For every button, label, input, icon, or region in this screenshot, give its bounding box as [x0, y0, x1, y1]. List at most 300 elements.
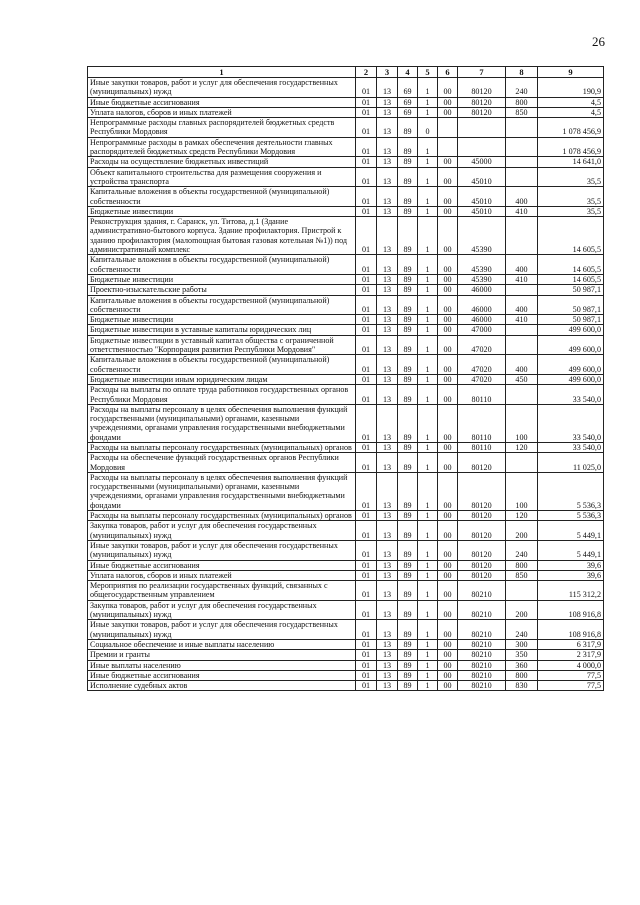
cell-subprogram: 1: [418, 472, 438, 510]
cell-amount: 35,5: [538, 187, 604, 207]
cell-section: 01: [356, 206, 377, 216]
cell-amount: 4,5: [538, 97, 604, 107]
cell-expense-type: 800: [506, 97, 538, 107]
cell-code: 47000: [458, 325, 506, 335]
cell-code: 80120: [458, 107, 506, 117]
cell-section: 01: [356, 187, 377, 207]
cell-section: 01: [356, 255, 377, 275]
row-name: Капитальные вложения в объекты государственной (муниципальной) собственности: [88, 355, 356, 375]
cell-code: 80120: [458, 453, 506, 473]
cell-direction: 00: [438, 660, 458, 670]
cell-subsection: 13: [377, 206, 398, 216]
cell-amount: 108 916,8: [538, 600, 604, 620]
row-name: Непрограммные расходы в рамках обеспечения деятельности главных распорядителей бюджетных средств Республики Мордовия: [88, 137, 356, 157]
table-row: [88, 118, 604, 138]
cell-subprogram: 1: [418, 374, 438, 384]
cell-section: 01: [356, 385, 377, 405]
cell-program: 69: [398, 78, 418, 98]
cell-subsection: 13: [377, 404, 398, 442]
column-header: 9: [538, 67, 604, 78]
cell-code: 46000: [458, 285, 506, 295]
cell-amount: 50 987,1: [538, 315, 604, 325]
table-row: [88, 157, 604, 167]
cell-direction: [438, 118, 458, 138]
cell-amount: 14 641,0: [538, 157, 604, 167]
cell-expense-type: 400: [506, 295, 538, 315]
cell-code: 46000: [458, 315, 506, 325]
cell-subprogram: 1: [418, 137, 438, 157]
cell-subprogram: 1: [418, 620, 438, 640]
cell-amount: 1 078 456,9: [538, 118, 604, 138]
cell-subsection: 13: [377, 570, 398, 580]
cell-direction: 00: [438, 285, 458, 295]
cell-code: 80210: [458, 670, 506, 680]
cell-amount: 499 600,0: [538, 355, 604, 375]
cell-subprogram: 1: [418, 97, 438, 107]
cell-direction: 00: [438, 206, 458, 216]
cell-subsection: 13: [377, 295, 398, 315]
cell-program: 89: [398, 442, 418, 452]
table-header-row: [88, 67, 604, 78]
cell-direction: 00: [438, 374, 458, 384]
cell-program: 89: [398, 137, 418, 157]
cell-section: 01: [356, 670, 377, 680]
cell-program: 89: [398, 660, 418, 670]
cell-program: 69: [398, 107, 418, 117]
cell-expense-type: 850: [506, 570, 538, 580]
cell-expense-type: [506, 285, 538, 295]
cell-subsection: 13: [377, 670, 398, 680]
cell-program: 89: [398, 255, 418, 275]
cell-expense-type: 400: [506, 187, 538, 207]
cell-direction: 00: [438, 560, 458, 570]
cell-subsection: 13: [377, 442, 398, 452]
row-name: Иные закупки товаров, работ и услуг для обеспечения государственных (муниципальных) нужд: [88, 620, 356, 640]
column-header: 5: [418, 67, 438, 78]
row-name: Социальное обеспечение и иные выплаты населению: [88, 639, 356, 649]
cell-program: 89: [398, 118, 418, 138]
cell-direction: 00: [438, 650, 458, 660]
cell-subsection: 13: [377, 472, 398, 510]
row-name: Непрограммные расходы главных распорядителей бюджетных средств Республики Мордовия: [88, 118, 356, 138]
cell-expense-type: 850: [506, 107, 538, 117]
cell-amount: 1 078 456,9: [538, 137, 604, 157]
cell-amount: 115 312,2: [538, 581, 604, 601]
table-row: [88, 660, 604, 670]
cell-section: 01: [356, 540, 377, 560]
cell-program: 89: [398, 681, 418, 691]
cell-expense-type: 400: [506, 355, 538, 375]
cell-code: 80210: [458, 681, 506, 691]
cell-expense-type: 300: [506, 639, 538, 649]
cell-section: 01: [356, 620, 377, 640]
table-row: [88, 639, 604, 649]
table-row: [88, 670, 604, 680]
cell-program: 89: [398, 335, 418, 355]
table-row: [88, 385, 604, 405]
cell-direction: 00: [438, 167, 458, 187]
cell-amount: 6 317,9: [538, 639, 604, 649]
column-header: 8: [506, 67, 538, 78]
cell-expense-type: 240: [506, 78, 538, 98]
cell-section: 01: [356, 97, 377, 107]
cell-amount: 14 605,5: [538, 255, 604, 275]
table-row: [88, 650, 604, 660]
cell-expense-type: 200: [506, 600, 538, 620]
cell-subsection: 13: [377, 78, 398, 98]
cell-subprogram: 1: [418, 570, 438, 580]
cell-program: 89: [398, 639, 418, 649]
row-name: Расходы на выплаты по оплате труда работников государственных органов Республики Мордовия: [88, 385, 356, 405]
cell-subsection: 13: [377, 274, 398, 284]
row-name: Закупка товаров, работ и услуг для обеспечения государственных (муниципальных) нужд: [88, 600, 356, 620]
cell-section: 01: [356, 137, 377, 157]
cell-expense-type: [506, 581, 538, 601]
cell-amount: 108 916,8: [538, 620, 604, 640]
column-header: 1: [88, 67, 356, 78]
row-name: Капитальные вложения в объекты государственной (муниципальной) собственности: [88, 187, 356, 207]
budget-table-container: [87, 66, 603, 691]
cell-section: 01: [356, 315, 377, 325]
cell-subprogram: 0: [418, 118, 438, 138]
cell-section: 01: [356, 285, 377, 295]
table-row: [88, 137, 604, 157]
cell-expense-type: 400: [506, 255, 538, 275]
cell-program: 89: [398, 385, 418, 405]
cell-expense-type: [506, 167, 538, 187]
cell-program: 89: [398, 650, 418, 660]
cell-program: 89: [398, 620, 418, 640]
row-name: Бюджетные инвестиции в уставный капитал общества с ограниченной ответственностью "Корпорация развития Республики Мордовия": [88, 335, 356, 355]
cell-amount: 39,6: [538, 560, 604, 570]
cell-direction: 00: [438, 404, 458, 442]
cell-code: 80110: [458, 385, 506, 405]
cell-direction: 00: [438, 581, 458, 601]
cell-section: 01: [356, 217, 377, 255]
cell-direction: 00: [438, 187, 458, 207]
cell-program: 89: [398, 511, 418, 521]
cell-code: 80210: [458, 660, 506, 670]
table-row: [88, 404, 604, 442]
cell-direction: 00: [438, 511, 458, 521]
row-name: Иные закупки товаров, работ и услуг для обеспечения государственных (муниципальных) нужд: [88, 540, 356, 560]
cell-subprogram: 1: [418, 325, 438, 335]
cell-subprogram: 1: [418, 285, 438, 295]
cell-direction: 00: [438, 600, 458, 620]
cell-expense-type: 200: [506, 521, 538, 541]
cell-amount: 50 987,1: [538, 285, 604, 295]
cell-section: 01: [356, 118, 377, 138]
cell-direction: [438, 137, 458, 157]
table-row: [88, 453, 604, 473]
cell-expense-type: 800: [506, 670, 538, 680]
cell-direction: 00: [438, 107, 458, 117]
cell-expense-type: 120: [506, 511, 538, 521]
row-name: Расходы на выплаты персоналу государственных (муниципальных) органов: [88, 442, 356, 452]
cell-amount: 5 536,3: [538, 511, 604, 521]
cell-subprogram: 1: [418, 187, 438, 207]
cell-subprogram: 1: [418, 255, 438, 275]
row-name: Иные бюджетные ассигнования: [88, 97, 356, 107]
row-name: Закупка товаров, работ и услуг для обеспечения государственных (муниципальных) нужд: [88, 521, 356, 541]
cell-expense-type: 830: [506, 681, 538, 691]
cell-amount: 39,6: [538, 570, 604, 580]
cell-code: 80120: [458, 97, 506, 107]
row-name: Иные бюджетные ассигнования: [88, 670, 356, 680]
row-name: Бюджетные инвестиции: [88, 206, 356, 216]
cell-subsection: 13: [377, 107, 398, 117]
cell-section: 01: [356, 107, 377, 117]
cell-program: 89: [398, 325, 418, 335]
cell-program: 89: [398, 315, 418, 325]
row-name: Расходы на выплаты персоналу в целях обеспечения выполнения функций государственными (муниципальными) органами, казенными учреждениями, органами управления государственными внебюджетными фондами: [88, 404, 356, 442]
cell-amount: 33 540,0: [538, 404, 604, 442]
cell-subsection: 13: [377, 581, 398, 601]
cell-subprogram: 1: [418, 540, 438, 560]
row-name: Бюджетные инвестиции иным юридическим лицам: [88, 374, 356, 384]
cell-subsection: 13: [377, 255, 398, 275]
table-row: [88, 255, 604, 275]
cell-amount: 14 605,5: [538, 217, 604, 255]
cell-code: [458, 118, 506, 138]
cell-subprogram: 1: [418, 355, 438, 375]
cell-subsection: 13: [377, 453, 398, 473]
cell-amount: 499 600,0: [538, 335, 604, 355]
page-number: 26: [592, 34, 605, 49]
cell-direction: 00: [438, 442, 458, 452]
cell-code: 45390: [458, 255, 506, 275]
cell-subprogram: 1: [418, 157, 438, 167]
cell-amount: 2 317,9: [538, 650, 604, 660]
row-name: Премии и гранты: [88, 650, 356, 660]
cell-amount: 77,5: [538, 670, 604, 680]
column-header: 2: [356, 67, 377, 78]
cell-subprogram: 1: [418, 206, 438, 216]
table-row: [88, 472, 604, 510]
cell-expense-type: 410: [506, 315, 538, 325]
cell-expense-type: [506, 118, 538, 138]
cell-section: 01: [356, 335, 377, 355]
cell-section: 01: [356, 581, 377, 601]
cell-code: 47020: [458, 335, 506, 355]
cell-program: 89: [398, 374, 418, 384]
cell-subsection: 13: [377, 137, 398, 157]
cell-section: 01: [356, 78, 377, 98]
row-name: Капитальные вложения в объекты государственной (муниципальной) собственности: [88, 295, 356, 315]
cell-code: 80210: [458, 600, 506, 620]
cell-expense-type: 410: [506, 206, 538, 216]
cell-code: 80210: [458, 581, 506, 601]
row-name: Иные закупки товаров, работ и услуг для обеспечения государственных (муниципальных) нужд: [88, 78, 356, 98]
row-name: Расходы на осуществление бюджетных инвестиций: [88, 157, 356, 167]
cell-subsection: 13: [377, 521, 398, 541]
row-name: Расходы на выплаты персоналу государственных (муниципальных) органов: [88, 511, 356, 521]
cell-subsection: 13: [377, 374, 398, 384]
table-row: [88, 325, 604, 335]
row-name: Уплата налогов, сборов и иных платежей: [88, 570, 356, 580]
table-row: [88, 540, 604, 560]
cell-expense-type: [506, 137, 538, 157]
cell-amount: 4,5: [538, 107, 604, 117]
row-name: Иные бюджетные ассигнования: [88, 560, 356, 570]
table-row: [88, 107, 604, 117]
cell-expense-type: 350: [506, 650, 538, 660]
cell-expense-type: 450: [506, 374, 538, 384]
table-row: [88, 295, 604, 315]
row-name: Проектно-изыскательские работы: [88, 285, 356, 295]
cell-direction: 00: [438, 355, 458, 375]
cell-subprogram: 1: [418, 295, 438, 315]
cell-subsection: 13: [377, 325, 398, 335]
cell-section: 01: [356, 511, 377, 521]
cell-subsection: 13: [377, 335, 398, 355]
cell-subprogram: 1: [418, 107, 438, 117]
row-name: Объект капитального строительства для размещения сооружения и устройства транспорта: [88, 167, 356, 187]
cell-direction: 00: [438, 217, 458, 255]
cell-code: 47020: [458, 374, 506, 384]
cell-subprogram: 1: [418, 521, 438, 541]
cell-section: 01: [356, 472, 377, 510]
cell-program: 89: [398, 187, 418, 207]
table-row: [88, 167, 604, 187]
row-name: Мероприятия по реализации государственных функций, связанных с общегосударственным управлением: [88, 581, 356, 601]
cell-program: 89: [398, 355, 418, 375]
cell-amount: 5 449,1: [538, 521, 604, 541]
table-row: [88, 681, 604, 691]
cell-subprogram: 1: [418, 650, 438, 660]
table-row: [88, 274, 604, 284]
cell-direction: 00: [438, 335, 458, 355]
cell-code: 45010: [458, 167, 506, 187]
table-row: [88, 187, 604, 207]
cell-subsection: 13: [377, 660, 398, 670]
cell-direction: 00: [438, 639, 458, 649]
cell-code: 45000: [458, 157, 506, 167]
cell-program: 89: [398, 453, 418, 473]
cell-subprogram: 1: [418, 78, 438, 98]
cell-direction: 00: [438, 274, 458, 284]
cell-expense-type: 100: [506, 472, 538, 510]
cell-expense-type: 240: [506, 540, 538, 560]
cell-section: 01: [356, 274, 377, 284]
cell-program: 89: [398, 560, 418, 570]
cell-code: 46000: [458, 295, 506, 315]
cell-direction: 00: [438, 670, 458, 680]
cell-section: 01: [356, 404, 377, 442]
cell-subprogram: 1: [418, 639, 438, 649]
cell-code: 80120: [458, 472, 506, 510]
table-row: [88, 570, 604, 580]
cell-subsection: 13: [377, 681, 398, 691]
row-name: Капитальные вложения в объекты государственной (муниципальной) собственности: [88, 255, 356, 275]
cell-code: 80120: [458, 521, 506, 541]
table-row: [88, 206, 604, 216]
cell-section: 01: [356, 521, 377, 541]
cell-subprogram: 1: [418, 167, 438, 187]
cell-code: 80120: [458, 560, 506, 570]
cell-section: 01: [356, 325, 377, 335]
cell-subsection: 13: [377, 511, 398, 521]
table-row: [88, 355, 604, 375]
cell-code: 80120: [458, 78, 506, 98]
cell-direction: 00: [438, 157, 458, 167]
cell-subsection: 13: [377, 157, 398, 167]
cell-amount: 77,5: [538, 681, 604, 691]
column-header: 7: [458, 67, 506, 78]
cell-subprogram: 1: [418, 560, 438, 570]
cell-direction: 00: [438, 325, 458, 335]
cell-amount: 33 540,0: [538, 442, 604, 452]
table-row: [88, 315, 604, 325]
cell-expense-type: [506, 453, 538, 473]
cell-subsection: 13: [377, 540, 398, 560]
cell-code: 80210: [458, 639, 506, 649]
cell-direction: 00: [438, 255, 458, 275]
cell-program: 89: [398, 404, 418, 442]
row-name: Расходы на выплаты персоналу в целях обеспечения выполнения функций государственными (муниципальными) органами, казенными учреждениями, органами управления государственными внебюджетными фондами: [88, 472, 356, 510]
cell-code: 80120: [458, 570, 506, 580]
cell-direction: 00: [438, 472, 458, 510]
cell-expense-type: 100: [506, 404, 538, 442]
cell-program: 69: [398, 97, 418, 107]
cell-expense-type: [506, 217, 538, 255]
cell-program: 89: [398, 157, 418, 167]
cell-direction: 00: [438, 385, 458, 405]
column-header: 6: [438, 67, 458, 78]
table-row: [88, 600, 604, 620]
cell-subprogram: 1: [418, 600, 438, 620]
cell-amount: 499 600,0: [538, 325, 604, 335]
cell-expense-type: [506, 157, 538, 167]
cell-code: 45390: [458, 217, 506, 255]
cell-section: 01: [356, 650, 377, 660]
cell-subsection: 13: [377, 118, 398, 138]
cell-direction: 00: [438, 97, 458, 107]
cell-subprogram: 1: [418, 274, 438, 284]
cell-code: 80120: [458, 540, 506, 560]
cell-subprogram: 1: [418, 385, 438, 405]
cell-subprogram: 1: [418, 404, 438, 442]
cell-program: 89: [398, 570, 418, 580]
table-row: [88, 78, 604, 98]
cell-subsection: 13: [377, 217, 398, 255]
cell-amount: 35,5: [538, 167, 604, 187]
table-row: [88, 217, 604, 255]
cell-section: 01: [356, 560, 377, 570]
cell-program: 89: [398, 540, 418, 560]
cell-subsection: 13: [377, 355, 398, 375]
cell-amount: 5 536,3: [538, 472, 604, 510]
cell-direction: 00: [438, 521, 458, 541]
cell-subsection: 13: [377, 187, 398, 207]
cell-code: 80110: [458, 442, 506, 452]
cell-program: 89: [398, 581, 418, 601]
cell-subprogram: 1: [418, 511, 438, 521]
cell-direction: 00: [438, 620, 458, 640]
cell-subprogram: 1: [418, 335, 438, 355]
cell-code: 45010: [458, 187, 506, 207]
cell-subsection: 13: [377, 600, 398, 620]
cell-subprogram: 1: [418, 217, 438, 255]
cell-section: 01: [356, 660, 377, 670]
cell-code: 45010: [458, 206, 506, 216]
cell-direction: 00: [438, 681, 458, 691]
cell-subprogram: 1: [418, 581, 438, 601]
table-body: [88, 78, 604, 691]
cell-amount: 11 025,0: [538, 453, 604, 473]
cell-section: 01: [356, 355, 377, 375]
cell-section: 01: [356, 681, 377, 691]
